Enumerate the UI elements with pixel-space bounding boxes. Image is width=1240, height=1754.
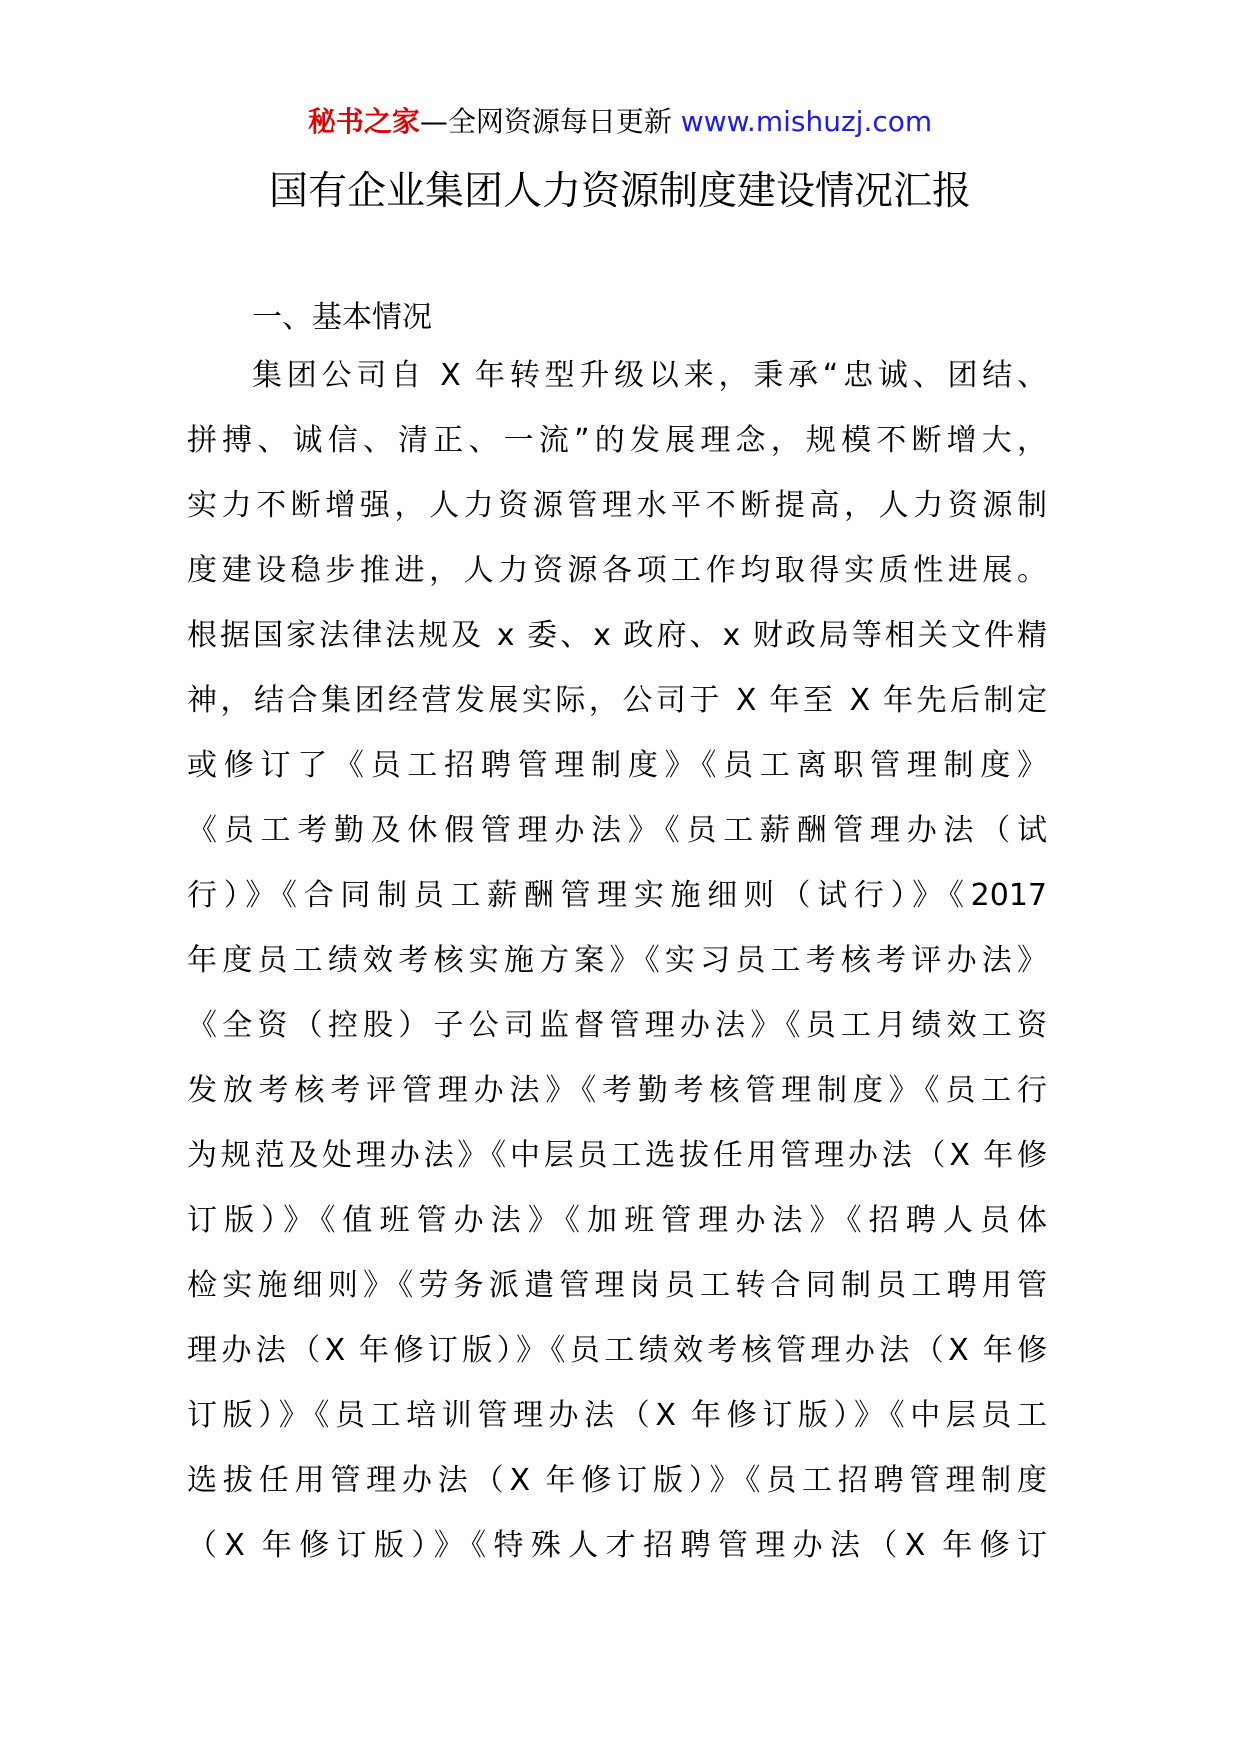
paragraph-line: 检实施细则》《劳务派遣管理岗员工转合同制员工聘用管 <box>187 1268 1047 1303</box>
paragraph-line: 为规范及处理办法》《中层员工选拔任用管理办法（X 年修 <box>187 1138 1047 1173</box>
paragraph-line: 拼搏、诚信、清正、一流”的发展理念，规模不断增大， <box>187 423 1047 458</box>
banner-url[interactable]: www.mishuzj.com <box>680 105 933 138</box>
site-banner <box>0 102 1240 142</box>
paragraph-line: 实力不断增强，人力资源管理水平不断提高，人力资源制 <box>187 488 1047 523</box>
paragraph-line: 《全资（控股）子公司监督管理办法》《员工月绩效工资 <box>187 1008 1047 1043</box>
paragraph-line: 或修订了《员工招聘管理制度》《员工离职管理制度》 <box>187 748 1047 783</box>
paragraph-line: 神，结合集团经营发展实际，公司于 X 年至 X 年先后制定 <box>187 683 1047 718</box>
paragraph-line: 理办法（X 年修订版）》《员工绩效考核管理办法（X 年修 <box>187 1333 1047 1368</box>
banner-slogan: —全网资源每日更新 <box>419 105 672 138</box>
paragraph-line: 《员工考勤及休假管理办法》《员工薪酬管理办法（试 <box>187 813 1047 848</box>
body-paragraph <box>187 354 1047 1589</box>
document-title: 国有企业集团人力资源制度建设情况汇报 <box>268 169 971 214</box>
paragraph-line: 行）》《合同制员工薪酬管理实施细则（试行）》《2017 <box>187 878 1047 913</box>
paragraph-line: 发放考核考评管理办法》《考勤考核管理制度》《员工行 <box>187 1073 1047 1108</box>
paragraph-line: 集团公司自 X 年转型升级以来，秉承“忠诚、团结、 <box>252 358 1047 393</box>
paragraph-line: 订版）》《值班管办法》《加班管理办法》《招聘人员体 <box>187 1203 1047 1238</box>
paragraph-line: 年度员工绩效考核实施方案》《实习员工考核考评办法》 <box>187 943 1047 978</box>
section-heading: 一、基本情况 <box>252 300 432 335</box>
paragraph-line: （X 年修订版）》《特殊人才招聘管理办法（X 年修订 <box>187 1528 1047 1563</box>
paragraph-line: 根据国家法律法规及 x 委、x 政府、x 财政局等相关文件精 <box>187 618 1047 653</box>
paragraph-line: 订版）》《员工培训管理办法（X 年修订版）》《中层员工 <box>187 1398 1047 1433</box>
paragraph-line: 选拔任用管理办法（X 年修订版）》《员工招聘管理制度 <box>187 1463 1047 1498</box>
paragraph-line: 度建设稳步推进，人力资源各项工作均取得实质性进展。 <box>187 553 1047 588</box>
banner-brand: 秘书之家 <box>307 105 420 138</box>
